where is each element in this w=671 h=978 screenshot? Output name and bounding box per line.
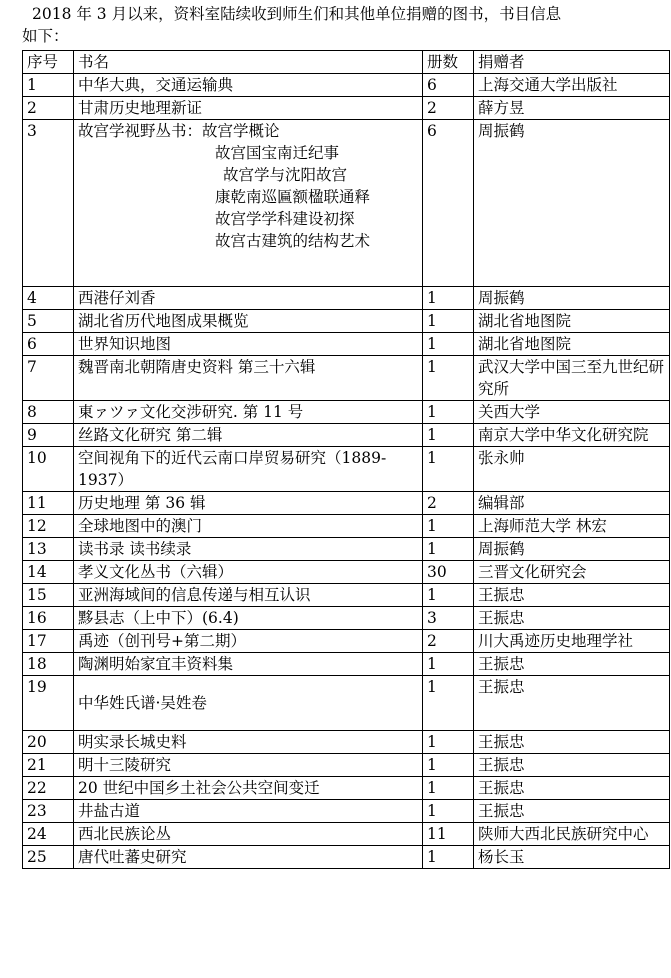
table-row — [23, 310, 670, 333]
cell-no: 11 — [23, 492, 74, 515]
series-volume: 故宫国宝南迁纪事 — [215, 144, 340, 162]
series-volume: 康乾南巡匾额楹联通释 — [215, 188, 371, 206]
cell-title: 湖北省历代地图成果概览 — [74, 310, 423, 333]
cell-title: 20 世纪中国乡土社会公共空间变迁 — [74, 777, 423, 800]
cell-title: 東ァツァ文化交涉研究. 第 11 号 — [74, 401, 423, 424]
cell-donor: 王振忠 — [474, 676, 670, 731]
cell-no: 8 — [23, 401, 74, 424]
series-volume: 故宫学与沈阳故宫 — [223, 166, 348, 184]
intro-paragraph — [22, 3, 662, 47]
cell-donor: 王振忠 — [474, 777, 670, 800]
cell-donor: 编辑部 — [474, 492, 670, 515]
table-row — [23, 515, 670, 538]
cell-title: 明实录长城史料 — [74, 731, 423, 754]
cell-donor: 陕师大西北民族研究中心 — [474, 823, 670, 846]
cell-no: 13 — [23, 538, 74, 561]
series-volume: 故宫学学科建设初探 — [215, 210, 355, 228]
cell-title: 魏晋南北朝隋唐史资料 第三十六辑 — [74, 356, 423, 401]
table-row — [23, 584, 670, 607]
cell-count: 1 — [423, 287, 474, 310]
cell-title: 井盐古道 — [74, 800, 423, 823]
intro-line-2: 如下： — [22, 27, 69, 45]
table-row — [23, 120, 670, 287]
cell-title: 丝路文化研究 第二辑 — [74, 424, 423, 447]
table-row — [23, 97, 670, 120]
cell-donor: 王振忠 — [474, 731, 670, 754]
table-row — [23, 653, 670, 676]
cell-donor: 三晋文化研究会 — [474, 561, 670, 584]
cell-no: 10 — [23, 447, 74, 492]
cell-no: 25 — [23, 846, 74, 869]
cell-title: 唐代吐蕃史研究 — [74, 846, 423, 869]
cell-no: 18 — [23, 653, 74, 676]
cell-title: 世界知识地图 — [74, 333, 423, 356]
table-row — [23, 287, 670, 310]
cell-count: 1 — [423, 653, 474, 676]
cell-count: 1 — [423, 310, 474, 333]
cell-count: 1 — [423, 777, 474, 800]
series-volume: 故宫古建筑的结构艺术 — [215, 232, 371, 250]
cell-no: 16 — [23, 607, 74, 630]
cell-donor: 湖北省地图院 — [474, 310, 670, 333]
cell-count: 1 — [423, 333, 474, 356]
cell-count: 6 — [423, 74, 474, 97]
cell-no: 14 — [23, 561, 74, 584]
cell-no: 12 — [23, 515, 74, 538]
table-row — [23, 676, 670, 731]
cell-title: 全球地图中的澳门 — [74, 515, 423, 538]
cell-donor: 武汉大学中国三至九世纪研究所 — [474, 356, 670, 401]
cell-count: 1 — [423, 447, 474, 492]
cell-title: 西北民族论丛 — [74, 823, 423, 846]
table-row — [23, 823, 670, 846]
cell-no: 21 — [23, 754, 74, 777]
table-row — [23, 630, 670, 653]
cell-count: 1 — [423, 754, 474, 777]
table-row — [23, 777, 670, 800]
cell-title: 明十三陵研究 — [74, 754, 423, 777]
cell-count: 11 — [423, 823, 474, 846]
header-no: 序号 — [23, 51, 74, 74]
table-row — [23, 731, 670, 754]
cell-count: 1 — [423, 731, 474, 754]
cell-no: 20 — [23, 731, 74, 754]
cell-count: 1 — [423, 584, 474, 607]
table-row — [23, 800, 670, 823]
cell-title: 西港仔刘香 — [74, 287, 423, 310]
cell-donor: 川大禹迹历史地理学社 — [474, 630, 670, 653]
cell-donor: 张永帅 — [474, 447, 670, 492]
cell-no: 6 — [23, 333, 74, 356]
table-row — [23, 424, 670, 447]
cell-donor: 周振鹤 — [474, 538, 670, 561]
book-donation-table — [22, 50, 670, 869]
cell-count: 1 — [423, 846, 474, 869]
cell-donor: 王振忠 — [474, 607, 670, 630]
cell-count: 30 — [423, 561, 474, 584]
cell-no: 4 — [23, 287, 74, 310]
table-row — [23, 538, 670, 561]
table-row — [23, 561, 670, 584]
cell-no: 24 — [23, 823, 74, 846]
cell-count: 1 — [423, 356, 474, 401]
cell-donor: 王振忠 — [474, 800, 670, 823]
cell-no: 5 — [23, 310, 74, 333]
cell-no: 7 — [23, 356, 74, 401]
cell-title: 读书录 读书续录 — [74, 538, 423, 561]
cell-donor: 上海师范大学 林宏 — [474, 515, 670, 538]
cell-title — [74, 120, 423, 287]
cell-count: 1 — [423, 676, 474, 731]
series-title: 故宫学视野丛书：故宫学概论 — [78, 122, 280, 140]
table-row — [23, 74, 670, 97]
cell-title: 陶渊明始家宜丰资料集 — [74, 653, 423, 676]
cell-donor: 周振鹤 — [474, 287, 670, 310]
table-row — [23, 607, 670, 630]
cell-no: 19 — [23, 676, 74, 731]
cell-count: 2 — [423, 630, 474, 653]
cell-no: 3 — [23, 120, 74, 287]
cell-count: 1 — [423, 800, 474, 823]
table-row — [23, 333, 670, 356]
cell-donor: 王振忠 — [474, 754, 670, 777]
cell-count: 3 — [423, 607, 474, 630]
cell-donor: 薛方昱 — [474, 97, 670, 120]
cell-title: 亚洲海域间的信息传递与相互认识 — [74, 584, 423, 607]
cell-donor: 湖北省地图院 — [474, 333, 670, 356]
cell-count: 1 — [423, 538, 474, 561]
cell-count: 2 — [423, 97, 474, 120]
cell-count: 6 — [423, 120, 474, 287]
header-count: 册数 — [423, 51, 474, 74]
cell-donor: 上海交通大学出版社 — [474, 74, 670, 97]
cell-no: 1 — [23, 74, 74, 97]
cell-no: 15 — [23, 584, 74, 607]
cell-donor: 王振忠 — [474, 584, 670, 607]
cell-donor: 王振忠 — [474, 653, 670, 676]
cell-title: 黟县志（上中下）(6.4) — [74, 607, 423, 630]
cell-donor: 关西大学 — [474, 401, 670, 424]
header-title: 书名 — [74, 51, 423, 74]
cell-title: 禹迹（创刊号+第二期） — [74, 630, 423, 653]
cell-no: 9 — [23, 424, 74, 447]
table-row — [23, 754, 670, 777]
cell-count: 1 — [423, 515, 474, 538]
table-row — [23, 356, 670, 401]
cell-title: 空间视角下的近代云南口岸贸易研究（1889-1937） — [74, 447, 423, 492]
cell-count: 1 — [423, 424, 474, 447]
cell-no: 22 — [23, 777, 74, 800]
cell-count: 1 — [423, 401, 474, 424]
header-donor: 捐赠者 — [474, 51, 670, 74]
cell-donor: 杨长玉 — [474, 846, 670, 869]
cell-no: 23 — [23, 800, 74, 823]
table-row — [23, 492, 670, 515]
cell-donor: 周振鹤 — [474, 120, 670, 287]
table-row — [23, 401, 670, 424]
cell-count: 2 — [423, 492, 474, 515]
cell-no: 17 — [23, 630, 74, 653]
intro-line-1: 2018 年 3 月以来，资料室陆续收到师生们和其他单位捐赠的图书，书目信息 — [32, 5, 562, 23]
cell-title: 历史地理 第 36 辑 — [74, 492, 423, 515]
cell-no: 2 — [23, 97, 74, 120]
table-row — [23, 447, 670, 492]
table-header-row — [23, 51, 670, 74]
cell-title: 中华姓氏谱·吴姓卷 — [74, 676, 423, 731]
cell-title: 孝义文化丛书（六辑） — [74, 561, 423, 584]
cell-title: 中华大典，交通运输典 — [74, 74, 423, 97]
cell-donor: 南京大学中华文化研究院 — [474, 424, 670, 447]
cell-title: 甘肃历史地理新证 — [74, 97, 423, 120]
table-row — [23, 846, 670, 869]
